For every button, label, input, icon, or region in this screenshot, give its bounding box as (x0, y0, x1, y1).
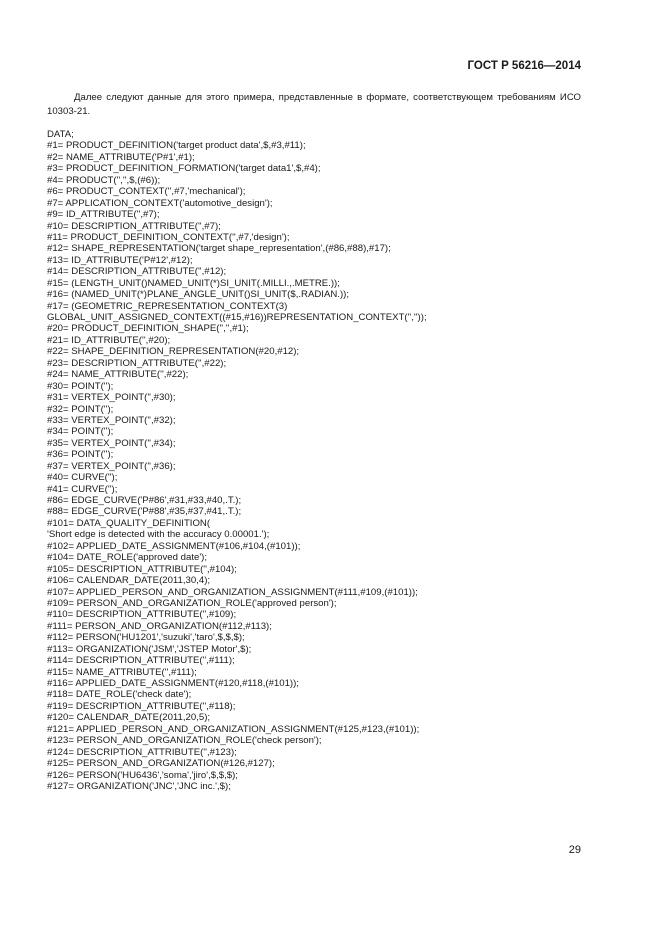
code-line: #17= (GEOMETRIC_REPRESENTATION_CONTEXT(3) (47, 300, 288, 312)
code-line: #119= DESCRIPTION_ATTRIBUTE('',#118); (47, 700, 236, 712)
code-line: #110= DESCRIPTION_ATTRIBUTE('',#109); (47, 609, 237, 621)
code-line: #113= ORGANIZATION('JSM','JSTEP Motor',$); (47, 643, 252, 655)
code-line: #2= NAME_ATTRIBUTE('P#1',#1); (47, 151, 195, 163)
code-line: #126= PERSON('HU6436','soma','jiro',$,$,$); (47, 769, 238, 781)
code-line: #101= DATA_QUALITY_DEFINITION( (47, 517, 211, 529)
code-line: #14= DESCRIPTION_ATTRIBUTE('',#12); (47, 266, 227, 278)
code-line: #1= PRODUCT_DEFINITION('target product data',$,#3,#11); (47, 140, 306, 152)
code-line: #40= CURVE(''); (47, 472, 118, 484)
code-line: #127= ORGANIZATION('JNC','JNC inc.',$); (47, 780, 231, 792)
code-line: #20= PRODUCT_DEFINITION_SHAPE('','',#1); (47, 323, 249, 335)
code-line: #31= VERTEX_POINT('',#30); (47, 392, 176, 404)
intro-paragraph: Далее следуют данные для этого примера, представленные в формате, соответствующем требованиям ИСО 10303-21. (47, 92, 581, 117)
code-line: #33= VERTEX_POINT('',#32); (47, 414, 176, 426)
code-line: #111= PERSON_AND_ORGANIZATION(#112,#113); (47, 620, 272, 632)
code-line: #23= DESCRIPTION_ATTRIBUTE('',#22); (47, 357, 227, 369)
code-line: #41= CURVE(''); (47, 483, 118, 495)
code-line: #4= PRODUCT('','',$,(#6)); (47, 174, 161, 186)
code-line: #36= POINT(''); (47, 449, 114, 461)
code-line: #104= DATE_ROLE('approved date'); (47, 552, 208, 564)
code-line: #118= DATE_ROLE('check date'); (47, 689, 192, 701)
code-line: #125= PERSON_AND_ORGANIZATION(#126,#127); (47, 758, 275, 770)
code-line: #10= DESCRIPTION_ATTRIBUTE('',#7); (47, 220, 221, 232)
code-line: #6= PRODUCT_CONTEXT('',#7,'mechanical'); (47, 186, 246, 198)
code-line: #124= DESCRIPTION_ATTRIBUTE('',#123); (47, 746, 237, 758)
code-line: #114= DESCRIPTION_ATTRIBUTE('',#111); (47, 655, 235, 667)
code-line: DATA; (47, 129, 74, 140)
code-line: #9= ID_ATTRIBUTE('',#7); (47, 209, 160, 221)
page-number: 29 (568, 844, 581, 856)
code-line: #120= CALENDAR_DATE(2011,20,5); (47, 712, 211, 724)
code-line: #105= DESCRIPTION_ATTRIBUTE('',#104); (47, 563, 237, 575)
code-line: #123= PERSON_AND_ORGANIZATION_ROLE('check person'); (47, 735, 322, 747)
code-line: #3= PRODUCT_DEFINITION_FORMATION('target data1',$,#4); (47, 163, 321, 175)
code-line: #22= SHAPE_DEFINITION_REPRESENTATION(#20,#12); (47, 346, 300, 358)
step-data-listing (47, 129, 427, 792)
code-line: #37= VERTEX_POINT('',#36); (47, 460, 176, 472)
code-line: #34= POINT(''); (47, 426, 114, 438)
code-line: #107= APPLIED_PERSON_AND_ORGANIZATION_ASSIGNMENT(#111,#109,(#101)); (47, 586, 418, 598)
code-line: #24= NAME_ATTRIBUTE('',#22); (47, 369, 189, 381)
code-line: #12= SHAPE_REPRESENTATION('target shape_representation',(#86,#88),#17); (47, 243, 391, 255)
code-line: #86= EDGE_CURVE('P#86',#31,#33,#40,.T.); (47, 495, 242, 506)
code-line: #32= POINT(''); (47, 403, 114, 415)
code-line: #106= CALENDAR_DATE(2011,30,4); (47, 575, 211, 587)
code-line: GLOBAL_UNIT_ASSIGNED_CONTEXT((#15,#16))REPRESENTATION_CONTEXT('','')); (47, 312, 427, 323)
code-line: #116= APPLIED_DATE_ASSIGNMENT(#120,#118,(#101)); (47, 678, 299, 689)
code-line: #121= APPLIED_PERSON_AND_ORGANIZATION_ASSIGNMENT(#125,#123,(#101)); (47, 723, 420, 735)
code-line: #21= ID_ATTRIBUTE('',#20); (47, 334, 171, 346)
code-line: #7= APPLICATION_CONTEXT('automotive_design'); (47, 197, 273, 209)
code-line: #88= EDGE_CURVE('P#88',#35,#37,#41,.T.); (47, 506, 242, 518)
code-line: #109= PERSON_AND_ORGANIZATION_ROLE('approved person'); (47, 597, 337, 609)
code-line: #30= POINT(''); (47, 380, 114, 392)
code-line: #11= PRODUCT_DEFINITION_CONTEXT('',#7,'design'); (47, 231, 290, 243)
code-line: #13= ID_ATTRIBUTE('P#12',#12); (47, 254, 193, 266)
code-line: #35= VERTEX_POINT('',#34); (47, 437, 176, 449)
document-header: ГОСТ Р 56216—2014 (467, 60, 581, 72)
code-line: 'Short edge is detected with the accuracy 0.00001.'); (47, 529, 270, 541)
code-line: #15= (LENGTH_UNIT()NAMED_UNIT(*)SI_UNIT(.MILLI.,.METRE.)); (47, 277, 340, 289)
code-line: #16= (NAMED_UNIT(*)PLANE_ANGLE_UNIT()SI_UNIT($,.RADIAN.)); (47, 289, 349, 301)
code-line: #112= PERSON('HU1201','suzuki','taro',$,$,$); (47, 632, 245, 644)
code-line: #115= NAME_ATTRIBUTE('',#111); (47, 666, 197, 678)
code-line: #102= APPLIED_DATE_ASSIGNMENT(#106,#104,(#101)); (47, 540, 301, 552)
